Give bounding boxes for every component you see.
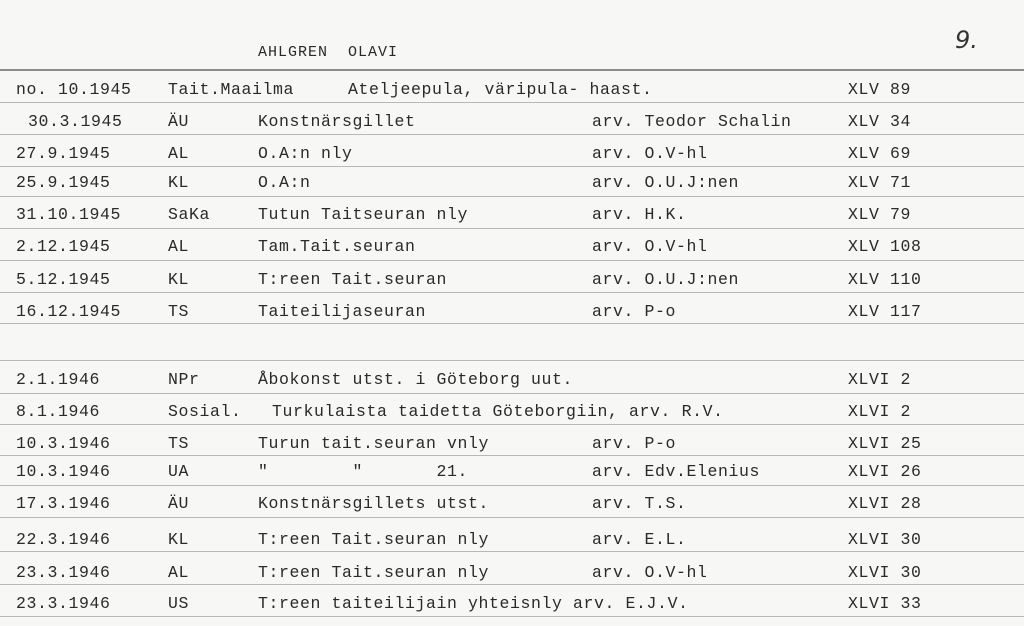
ruled-line bbox=[0, 260, 1024, 261]
entry-ref: XLVI 28 bbox=[848, 494, 922, 513]
entry-date: 16.12.1945 bbox=[16, 302, 122, 321]
entry-src: ÄU bbox=[168, 112, 190, 131]
ruled-line bbox=[0, 134, 1024, 135]
entry-ref: XLVI 2 bbox=[848, 370, 912, 389]
entry-by: arv. O.V-hl bbox=[592, 563, 708, 582]
ruled-line bbox=[0, 584, 1024, 585]
entry-by: arv. E.L. bbox=[592, 530, 687, 549]
entry-src: Sosial. bbox=[168, 402, 242, 421]
entry-desc: Tam.Tait.seuran bbox=[258, 237, 416, 256]
entry-desc: Konstnärsgillets utst. bbox=[258, 494, 490, 513]
entry-desc: T:reen taiteilijain yhteisnly arv. E.J.V. bbox=[258, 594, 689, 613]
entry-ref: XLV 69 bbox=[848, 144, 912, 163]
entry-by: arv. Teodor Schalin bbox=[592, 112, 792, 131]
card-header-name: AHLGREN OLAVI bbox=[258, 44, 399, 61]
entry-by: arv. P-o bbox=[592, 302, 677, 321]
entry-ref: XLV 34 bbox=[848, 112, 912, 131]
ruled-line bbox=[0, 485, 1024, 486]
entry-desc: O.A:n bbox=[258, 173, 311, 192]
entry-src: TS bbox=[168, 302, 190, 321]
entry-date: 8.1.1946 bbox=[16, 402, 101, 421]
entry-src: NPr bbox=[168, 370, 200, 389]
entry-desc: O.A:n nly bbox=[258, 144, 353, 163]
ruled-line bbox=[0, 323, 1024, 324]
entry-desc: " " 21. bbox=[258, 462, 469, 481]
entry-desc: Konstnärsgillet bbox=[258, 112, 416, 131]
ruled-line bbox=[0, 292, 1024, 293]
entry-desc: T:reen Tait.seuran nly bbox=[258, 563, 490, 582]
entry-desc: Ateljeepula, väripula- haast. bbox=[348, 80, 653, 99]
entry-ref: XLVI 30 bbox=[848, 563, 922, 582]
entry-src: KL bbox=[168, 270, 190, 289]
entry-by: arv. H.K. bbox=[592, 205, 687, 224]
entry-date: 27.9.1945 bbox=[16, 144, 111, 163]
entry-date: 25.9.1945 bbox=[16, 173, 111, 192]
entry-date: 31.10.1945 bbox=[16, 205, 122, 224]
entry-date: 10.3.1946 bbox=[16, 434, 111, 453]
entry-ref: XLVI 25 bbox=[848, 434, 922, 453]
entry-src: SaKa bbox=[168, 205, 211, 224]
entry-src: US bbox=[168, 594, 190, 613]
entry-date: 10.3.1946 bbox=[16, 462, 111, 481]
entry-date: 5.12.1945 bbox=[16, 270, 111, 289]
entry-desc: Turun tait.seuran vnly bbox=[258, 434, 490, 453]
entry-date: 2.1.1946 bbox=[16, 370, 101, 389]
ruled-line bbox=[0, 196, 1024, 197]
entry-ref: XLV 117 bbox=[848, 302, 922, 321]
ruled-line bbox=[0, 393, 1024, 394]
ruled-line bbox=[0, 102, 1024, 103]
entry-date: 22.3.1946 bbox=[16, 530, 111, 549]
entry-src: KL bbox=[168, 530, 190, 549]
entry-ref: XLVI 2 bbox=[848, 402, 912, 421]
entry-date: 17.3.1946 bbox=[16, 494, 111, 513]
ruled-line bbox=[0, 616, 1024, 617]
entry-by: arv. O.V-hl bbox=[592, 237, 708, 256]
entry-ref: XLV 110 bbox=[848, 270, 922, 289]
ruled-line bbox=[0, 360, 1024, 361]
entry-date: no. 10.1945 bbox=[16, 80, 132, 99]
entry-src: UA bbox=[168, 462, 190, 481]
entry-desc: T:reen Tait.seuran nly bbox=[258, 530, 490, 549]
ruled-line bbox=[0, 424, 1024, 425]
ruled-line bbox=[0, 69, 1024, 71]
entry-src: Tait.Maailma bbox=[168, 80, 295, 99]
ruled-line bbox=[0, 517, 1024, 518]
entry-desc: Åbokonst utst. i Göteborg uut. bbox=[258, 370, 574, 389]
entry-by: arv. O.U.J:nen bbox=[592, 173, 740, 192]
entry-by: arv. Edv.Elenius bbox=[592, 462, 761, 481]
ruled-line bbox=[0, 228, 1024, 229]
entry-date: 2.12.1945 bbox=[16, 237, 111, 256]
entry-desc: Tutun Taitseuran nly bbox=[258, 205, 469, 224]
entry-src: KL bbox=[168, 173, 190, 192]
ruled-line bbox=[0, 166, 1024, 167]
entry-date: 23.3.1946 bbox=[16, 563, 111, 582]
entry-ref: XLVI 30 bbox=[848, 530, 922, 549]
entry-desc: Turkulaista taidetta Göteborgiin, arv. R.V. bbox=[272, 402, 724, 421]
entry-src: AL bbox=[168, 563, 190, 582]
entry-by: arv. T.S. bbox=[592, 494, 687, 513]
entry-src: AL bbox=[168, 144, 190, 163]
entry-desc: T:reen Tait.seuran bbox=[258, 270, 448, 289]
entry-ref: XLV 108 bbox=[848, 237, 922, 256]
entry-ref: XLVI 26 bbox=[848, 462, 922, 481]
ruled-line bbox=[0, 551, 1024, 552]
ruled-line bbox=[0, 455, 1024, 456]
entry-src: AL bbox=[168, 237, 190, 256]
entry-src: ÄU bbox=[168, 494, 190, 513]
entry-ref: XLVI 33 bbox=[848, 594, 922, 613]
entry-date: 30.3.1945 bbox=[28, 112, 123, 131]
entry-by: arv. O.V-hl bbox=[592, 144, 708, 163]
entry-desc: Taiteilijaseuran bbox=[258, 302, 427, 321]
entry-by: arv. P-o bbox=[592, 434, 677, 453]
entry-ref: XLV 89 bbox=[848, 80, 912, 99]
entry-src: TS bbox=[168, 434, 190, 453]
entry-ref: XLV 71 bbox=[848, 173, 912, 192]
card-number: 9. bbox=[955, 26, 978, 54]
entry-date: 23.3.1946 bbox=[16, 594, 111, 613]
entry-ref: XLV 79 bbox=[848, 205, 912, 224]
entry-by: arv. O.U.J:nen bbox=[592, 270, 740, 289]
